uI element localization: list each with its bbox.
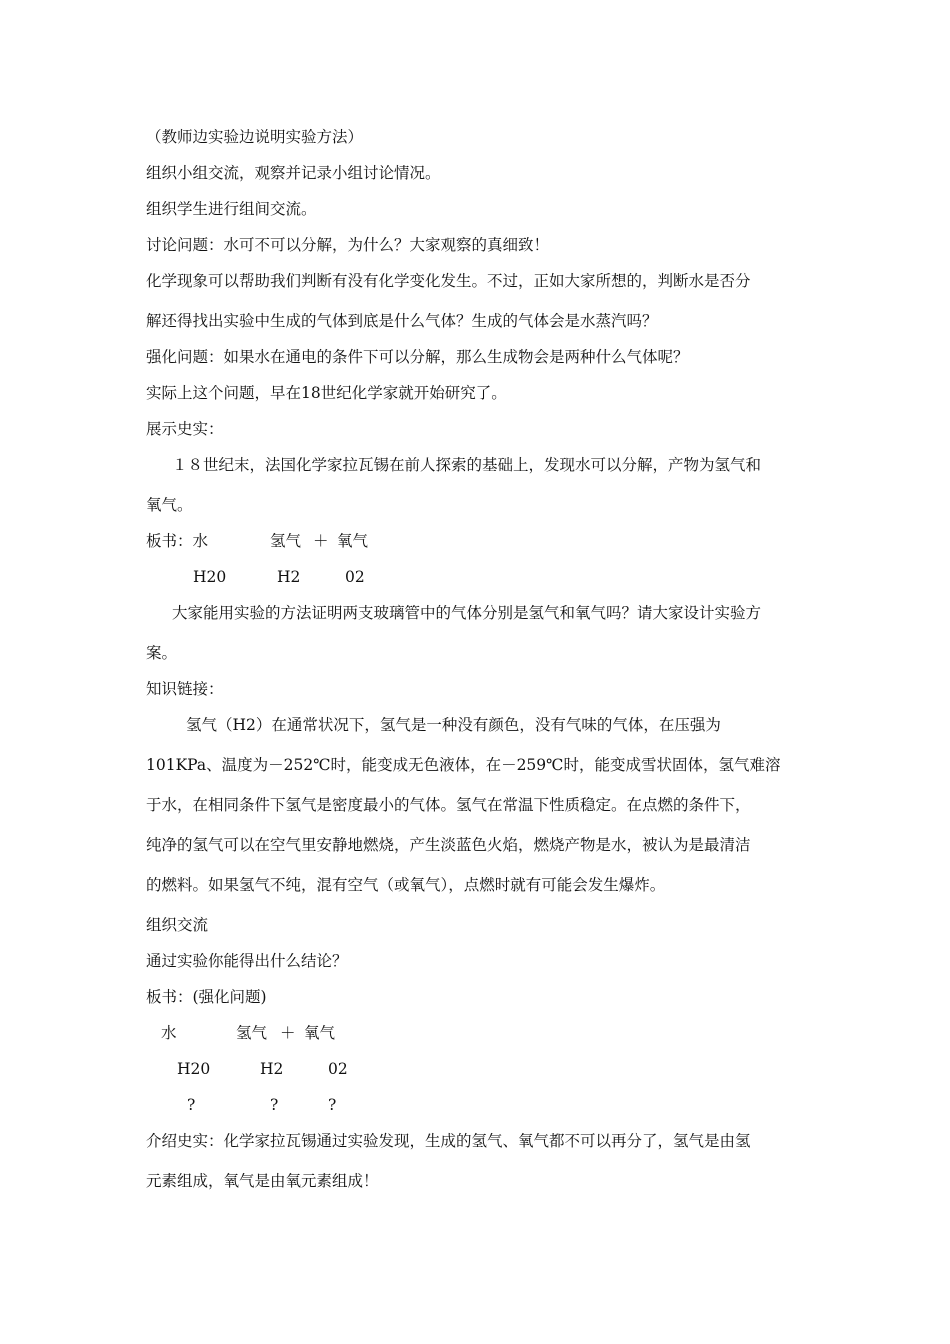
- text-line: １８世纪末，法国化学家拉瓦锡在前人探索的基础上，发现水可以分解，产物为氢气和: [172, 456, 762, 474]
- product-hydrogen: 氢气: [236, 1024, 268, 1042]
- text-line: 讨论问题：水可不可以分解，为什么？大家观察的真细致！: [146, 236, 550, 254]
- text-line: 知识链接：: [146, 680, 224, 698]
- question-mark: ?: [270, 1096, 279, 1114]
- text-line: 组织小组交流，观察并记录小组讨论情况。: [146, 164, 441, 182]
- text-line: 通过实验你能得出什么结论？: [146, 952, 348, 970]
- board-label: 板书：水: [146, 532, 209, 550]
- formula-hydrogen: H2: [277, 568, 301, 586]
- text-line: 的燃料。如果氢气不纯，混有空气（或氧气），点燃时就有可能会发生爆炸。: [146, 876, 666, 894]
- text-line: 组织学生进行组间交流。: [146, 200, 317, 218]
- product-oxygen: 氧气: [337, 532, 369, 550]
- formula-oxygen: 02: [345, 568, 365, 586]
- text-line: 氢气（H2）在通常状况下，氢气是一种没有颜色，没有气味的气体，在压强为: [186, 716, 721, 734]
- reactant-water: 水: [161, 1024, 177, 1042]
- text-line: 解还得找出实验中生成的气体到底是什么气体？生成的气体会是水蒸汽吗？: [146, 312, 658, 330]
- formula-hydrogen: H2: [260, 1060, 284, 1078]
- formula-water: H20: [193, 568, 227, 586]
- text-line: 纯净的氢气可以在空气里安静地燃烧，产生淡蓝色火焰，燃烧产物是水，被认为是最清洁: [146, 836, 751, 854]
- product-hydrogen: 氢气: [270, 532, 302, 550]
- text-line: 化学现象可以帮助我们判断有没有化学变化发生。不过，正如大家所想的，判断水是否分: [146, 272, 751, 290]
- text-line: 介绍史实：化学家拉瓦锡通过实验发现，生成的氢气、氧气都不可以再分了，氢气是由氢: [146, 1132, 751, 1150]
- text-line: 实际上这个问题，早在18世纪化学家就开始研究了。: [146, 384, 507, 402]
- plus-sign: ＋: [280, 1024, 296, 1042]
- text-line: 案。: [146, 644, 178, 662]
- product-oxygen: 氧气: [304, 1024, 336, 1042]
- formula-water: H20: [177, 1060, 211, 1078]
- text-line: 大家能用实验的方法证明两支玻璃管中的气体分别是氢气和氧气吗？请大家设计实验方: [172, 604, 762, 622]
- formula-oxygen: 02: [328, 1060, 348, 1078]
- text-line: 氧气。: [146, 496, 193, 514]
- text-line: 于水，在相同条件下氢气是密度最小的气体。氢气在常温下性质稳定。在点燃的条件下，: [146, 796, 751, 814]
- text-line: 展示史实：: [146, 420, 224, 438]
- text-line: （教师边实验边说明实验方法）: [146, 128, 364, 146]
- question-mark: ?: [328, 1096, 337, 1114]
- text-line: 组织交流: [146, 916, 209, 934]
- text-line: 强化问题：如果水在通电的条件下可以分解，那么生成物会是两种什么气体呢？: [146, 348, 689, 366]
- text-line: 板书：(强化问题): [146, 988, 267, 1006]
- plus-sign: ＋: [313, 532, 329, 550]
- text-line: 101KPa、温度为－252℃时，能变成无色液体，在－259℃时，能变成雪状固体，氢气难溶: [146, 756, 781, 774]
- text-line: 元素组成，氧气是由氧元素组成！: [146, 1172, 379, 1190]
- question-mark: ?: [187, 1096, 196, 1114]
